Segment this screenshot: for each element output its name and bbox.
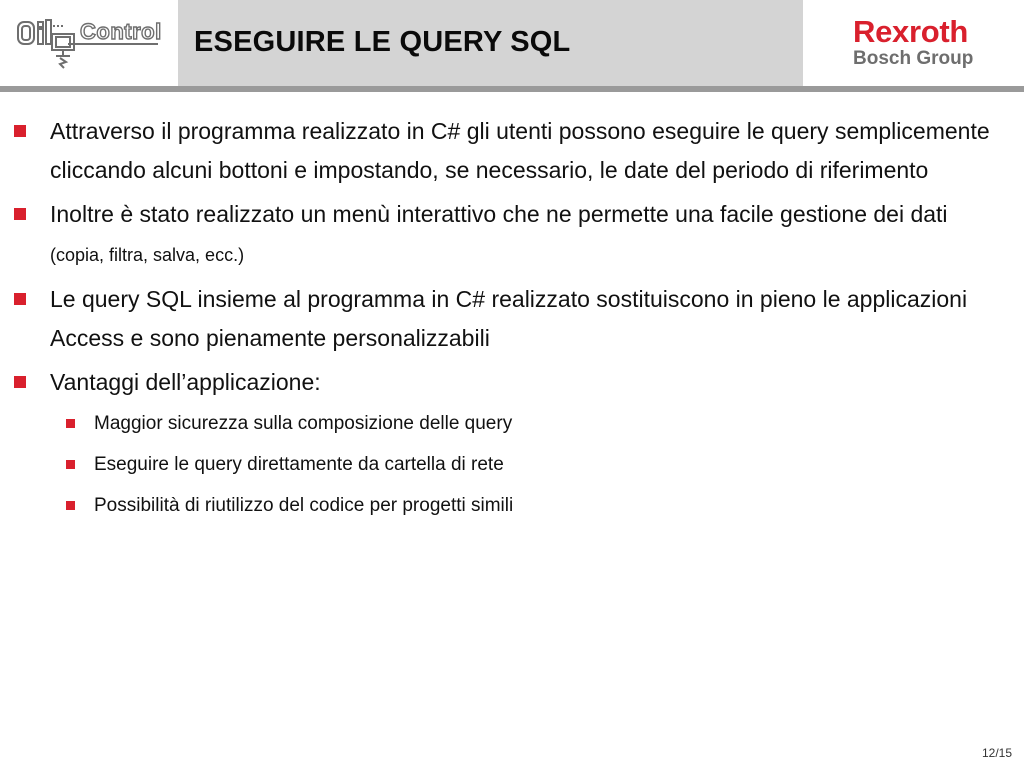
sub-bullet-item: [94, 407, 994, 441]
bullet-text: Attraverso il programma realizzato in C# gli utenti possono eseguire le query semplicemente cliccando alcuni bottoni e impostando, se necessario, le date del periodo di riferimento: [50, 118, 990, 183]
title-band: [178, 0, 803, 86]
bullet-text: Inoltre è stato realizzato un menù interattivo che ne permette una facile gestione dei dati: [50, 201, 948, 227]
header-divider: [0, 86, 1024, 92]
bosch-group-label: Bosch Group: [853, 48, 974, 69]
sub-bullet-item: [94, 448, 994, 482]
square-bullet-icon: [14, 208, 26, 220]
sub-bullet-text: Maggior sicurezza sulla composizione delle query: [94, 413, 513, 434]
square-bullet-icon: [14, 293, 26, 305]
oil-control-logo: [0, 0, 178, 86]
sub-bullet-item: [94, 489, 994, 523]
slide-body: [0, 112, 1024, 530]
square-bullet-icon: [14, 376, 26, 388]
square-bullet-icon: [66, 460, 75, 469]
sub-bullet-text: Possibilità di riutilizzo del codice per progetti simili: [94, 495, 514, 516]
svg-text:Control: Control: [80, 19, 162, 44]
rexroth-brand: Rexroth: [853, 14, 969, 49]
bullet-text: Vantaggi dell’applicazione:: [50, 369, 321, 395]
rexroth-logo: [803, 0, 1024, 86]
square-bullet-icon: [66, 419, 75, 428]
bullet-item: [50, 195, 1000, 275]
bullet-note: (copia, filtra, salva, ecc.): [50, 245, 245, 265]
square-bullet-icon: [14, 125, 26, 137]
square-bullet-icon: [66, 501, 75, 510]
oil-control-logo-graphic: [0, 0, 178, 86]
bullet-text: Le query SQL insieme al programma in C# realizzato sostituiscono in pieno le applicazioni Access e sono pienamente personalizzabili: [50, 286, 968, 351]
bullet-item: [50, 112, 1000, 190]
sub-bullet-text: Eseguire le query direttamente da cartella di rete: [94, 454, 504, 475]
bullet-item: [50, 280, 1000, 358]
slide-title: ESEGUIRE LE QUERY SQL: [194, 26, 571, 58]
slide-header: [0, 0, 1024, 86]
bullet-item: [50, 363, 1000, 402]
page-number: 12/15: [981, 746, 1012, 760]
